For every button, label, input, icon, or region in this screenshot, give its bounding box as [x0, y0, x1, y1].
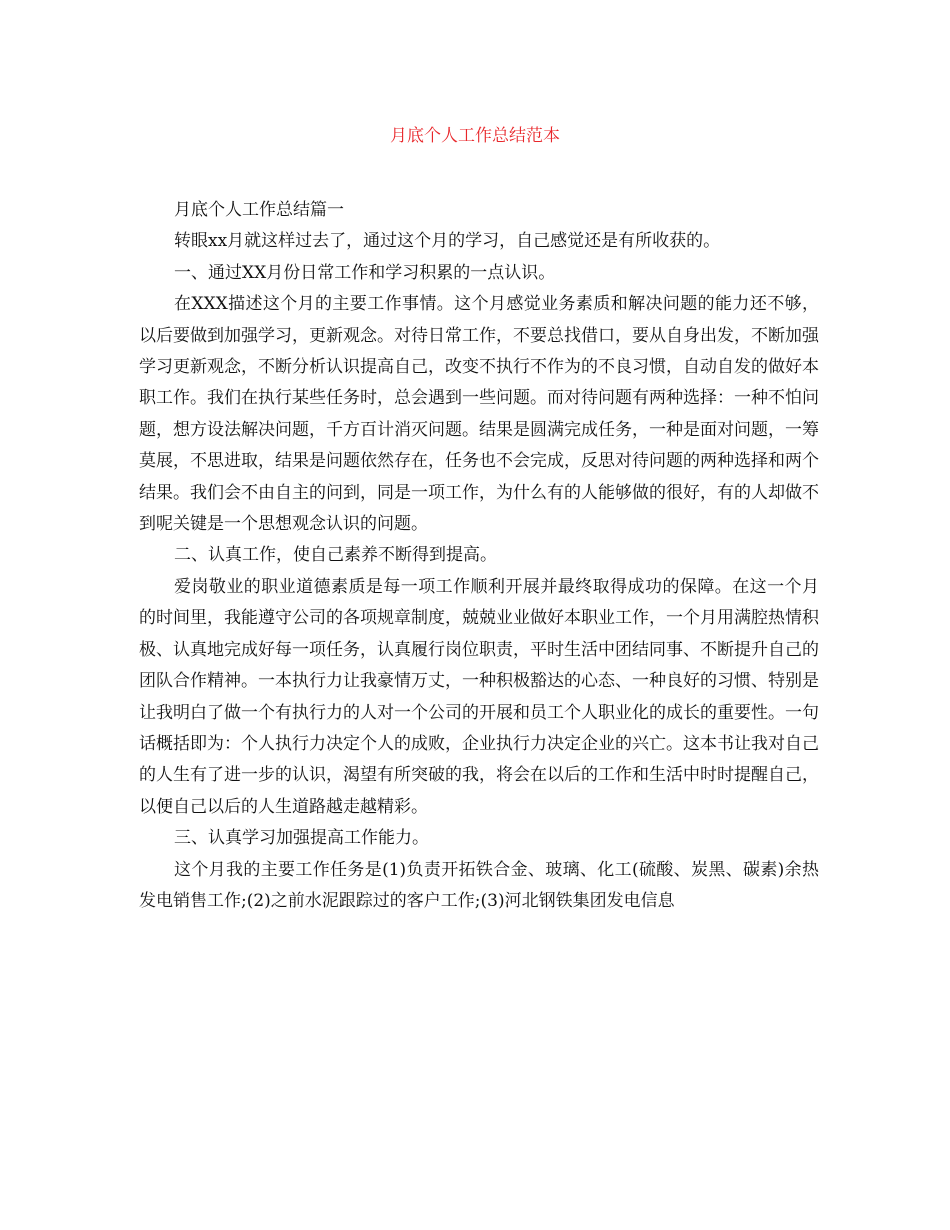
paragraph: 转眼xx月就这样过去了，通过这个月的学习，自己感觉还是有所收获的。: [174, 231, 721, 252]
paragraph: 爱岗敬业的职业道德素质是每一项工作顺利开展并最终取得成功的保障。在这一个月的时间里，我能遵守公司的各项规章制度，兢兢业业做好本职业工作，一个月用满腔热情积极、认真地完成好每一项任务，认真履行岗位职责，平时生活中团结同事、不断提升自己的团队合作精神。一本执行力让我豪情万丈，一种积极豁达的心态、一种良好的习惯、特别是让我明白了做一个有执行力的人对一个公司的开展和员工个人职业化的成长的重要性。一句话概括即为：个人执行力决定个人的成败，企业执行力决定企业的兴亡。这本书让我对自己的人生有了进一步的认识，渴望有所突破的我，将会在以后的工作和生活中时时提醒自己，以便自己以后的人生道路越走越精彩。: [139, 576, 819, 817]
subsection-heading: 三、认真学习加强提高工作能力。: [174, 828, 429, 849]
paragraph: 这个月我的主要工作任务是(1)负责开拓铁合金、玻璃、化工(硫酸、炭黑、碳素)余热发电销售工作;(2)之前水泥跟踪过的客户工作;(3)河北钢铁集团发电信息: [139, 859, 819, 911]
document-body: [139, 195, 819, 917]
document-title: 月底个人工作总结范本: [390, 126, 560, 146]
paragraph: 在XXX描述这个月的主要工作事情。这个月感觉业务素质和解决问题的能力还不够，以后要做到加强学习，更新观念。对待日常工作，不要总找借口，要从自身出发，不断加强学习更新观念，不断分析认识提高自己，改变不执行不作为的不良习惯，自动自发的做好本职工作。我们在执行某些任务时，总会遇到一些问题。而对待问题有两种选择：一种不怕问题，想方设法解决问题，千方百计消灭问题。结果是圆满完成任务，一种是面对问题，一筹莫展，不思进取，结果是问题依然存在，任务也不会完成，反思对待问题的两种选择和两个结果。我们会不由自主的问到，同是一项工作，为什么有的人能够做的很好，有的人却做不到呢关键是一个思想观念认识的问题。: [139, 294, 819, 535]
subsection-heading: 一、通过XX月份日常工作和学习积累的一点认识。: [174, 262, 556, 283]
section-heading: 月底个人工作总结篇一: [174, 200, 344, 220]
subsection-heading: 二、认真工作，使自己素养不断得到提高。: [174, 545, 497, 566]
